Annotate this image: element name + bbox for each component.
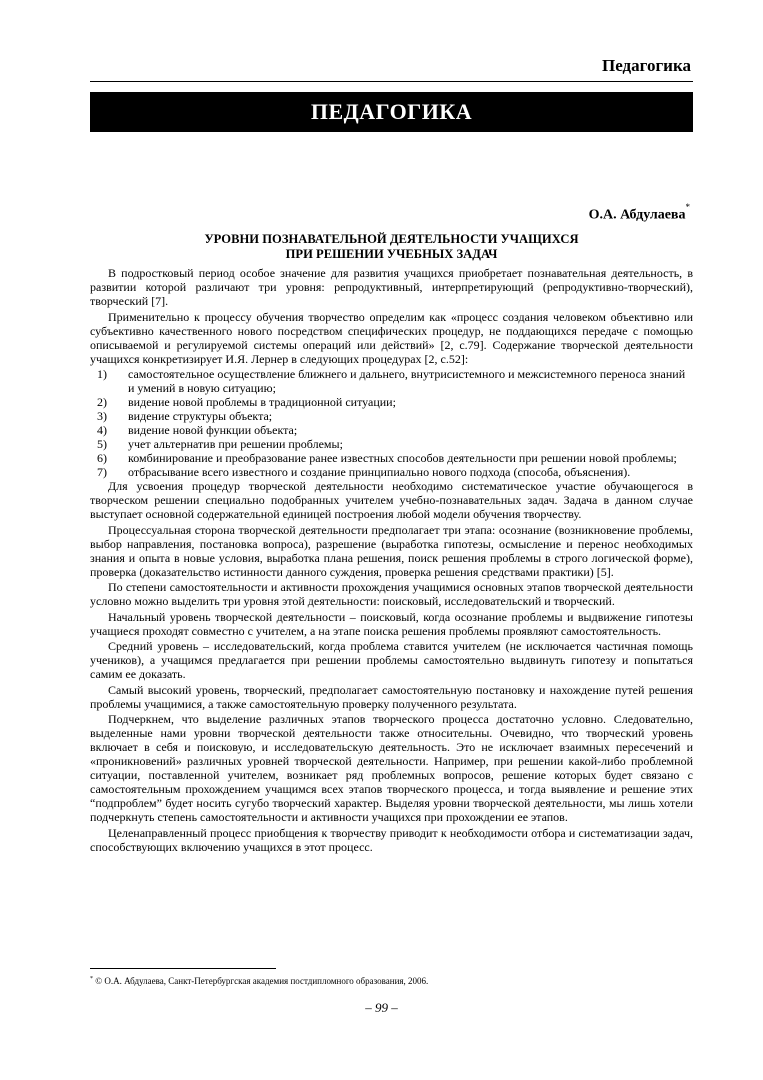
author-footnote-mark[interactable]: * bbox=[685, 202, 690, 212]
section-banner bbox=[90, 92, 693, 132]
paragraph: Средний уровень – исследовательский, когда проблема ставится учителем (не исключается частичная помощь учеников), а учащимся предлагается при решении проблемы самостоятельно выдвинуть гипотезу и попытаться самим ее доказать. bbox=[90, 639, 693, 681]
list-item-text: видение структуры объекта; bbox=[128, 409, 273, 423]
list-item-number: 2) bbox=[97, 395, 107, 409]
author-text: О.А. Абдулаева bbox=[588, 207, 686, 223]
author-name bbox=[588, 202, 690, 224]
paragraph: В подростковый период особое значение для развития учащихся приобретает познавательная деятельность, в развитии которой различают три уровня: репродуктивный, интерпретирующий (репродуктивно-творческий), творческий [7]. bbox=[90, 266, 693, 308]
list-item-text: видение новой проблемы в традиционной ситуации; bbox=[128, 395, 396, 409]
article-title bbox=[90, 232, 693, 262]
list-item bbox=[97, 423, 693, 437]
article-body bbox=[90, 266, 693, 855]
article-title-line-1: УРОВНИ ПОЗНАВАТЕЛЬНОЙ ДЕЯТЕЛЬНОСТИ УЧАЩИХСЯ bbox=[204, 232, 579, 246]
procedures-list bbox=[90, 367, 693, 479]
list-item-number: 6) bbox=[97, 451, 107, 465]
list-item-number: 1) bbox=[97, 367, 107, 381]
list-item-text: учет альтернатив при решении проблемы; bbox=[128, 437, 343, 451]
article-title-line-2: ПРИ РЕШЕНИИ УЧЕБНЫХ ЗАДАЧ bbox=[285, 247, 498, 261]
paragraph: Начальный уровень творческой деятельности – поисковый, когда осознание проблемы и выдвижение гипотезы учащиеся проходят совместно с учителем, а на этапе поиска решения проблемы проявляют самостоятельность. bbox=[90, 609, 693, 638]
list-item-text: отбрасывание всего известного и создание принципиально нового подхода (способа, объяснения). bbox=[128, 465, 631, 479]
list-item-number: 4) bbox=[97, 423, 107, 437]
list-item-text: комбинирование и преобразование ранее известных способов деятельности при решении новой проблемы; bbox=[128, 451, 677, 465]
list-item-number: 5) bbox=[97, 437, 107, 451]
footnote-mark: * bbox=[90, 976, 93, 982]
page-number: – 99 – bbox=[365, 1000, 398, 1015]
paragraph: Процессуальная сторона творческой деятельности предполагает три этапа: осознание (возникновение проблемы, выбор направления, постановка вопроса), разрешение (выработка гипотезы, осмысление и перенос необходимых знания и опыта в новые условия, выработка плана решения, поиск решения проблемы в строго логической форме), проверка (доказательство истинности данного суждения, проверка решения средствами практики) [5]. bbox=[90, 522, 693, 579]
paragraph: Целенаправленный процесс приобщения к творчеству приводит к необходимости отбора и систематизации задач, способствующих включению учащихся в этот процесс. bbox=[90, 825, 693, 854]
list-item-number: 3) bbox=[97, 409, 107, 423]
list-item bbox=[97, 465, 693, 479]
paragraph: Применительно к процессу обучения творчество определим как «процесс создания человеком объективно или субъективно качественного нового посредством специфических процедур, не поддающихся передаче с помощью описываемой и регулируемой системы операций или действий» [2, с.79]. Содержание творческой деятельности учащихся конкретизирует И.Я. Лернер в следующих процедурах [2, с.52]: bbox=[90, 309, 693, 366]
paragraph: Подчеркнем, что выделение различных этапов творческого процесса достаточно условно. Следовательно, выделенные нами уровни творческой деятельности также относительны. Очевидно, что творческий уровень включает в себя и поисковую, и исследовательскую деятельность. Это не исключает взаимных пересечений и «проникновений» различных уровней творческой деятельности. Например, при решении какой-либо проблемной ситуации, поставленной учителем, возникает ряд проблемных вопросов, решение которых будет связано с самостоятельным прохождением учащимся всех этапов творческого процесса, и тогда выявление и решение этих “подпроблем” будет носить сугубо творческий характер. Выделяя уровни творческой деятельности, мы лишь хотели подчеркнуть степень самостоятельности и активности учащихся при прохождении ее этапов. bbox=[90, 712, 693, 824]
list-item-text: самостоятельное осуществление ближнего и дальнего, внутрисистемного и межсистемного переноса знаний и умений в новую ситуацию; bbox=[128, 367, 686, 395]
footnote-rule bbox=[90, 968, 276, 969]
list-item bbox=[97, 437, 693, 451]
running-head: Педагогика bbox=[602, 56, 691, 75]
list-item-number: 7) bbox=[97, 465, 107, 479]
header-rule bbox=[90, 81, 693, 82]
list-item bbox=[97, 409, 693, 423]
list-item-text: видение новой функции объекта; bbox=[128, 423, 298, 437]
list-item bbox=[97, 451, 693, 465]
section-banner-title: ПЕДАГОГИКА bbox=[310, 99, 473, 124]
paragraph: Самый высокий уровень, творческий, предполагает самостоятельную постановку и нахождение путей решения проблемы учащимися, а также самостоятельную проверку полученного результата. bbox=[90, 682, 693, 711]
footnote-text: © О.А. Абдулаева, Санкт-Петербургская академия постдипломного образования, 2006. bbox=[95, 976, 429, 986]
list-item bbox=[97, 367, 693, 395]
paragraph: Для усвоения процедур творческой деятельности необходимо систематическое участие обучающегося в творческом решении специально подобранных учителем учебно-познавательных задач. Задача в данном случае выступает основной содержательной единицей построения любой модели обучения творчеству. bbox=[90, 479, 693, 521]
paragraph: По степени самостоятельности и активности прохождения учащимися основных этапов творческой деятельности условно можно выделить три уровня этой деятельности: поисковый, исследовательский и творческий. bbox=[90, 580, 693, 608]
list-item bbox=[97, 395, 693, 409]
footnote bbox=[90, 976, 428, 986]
